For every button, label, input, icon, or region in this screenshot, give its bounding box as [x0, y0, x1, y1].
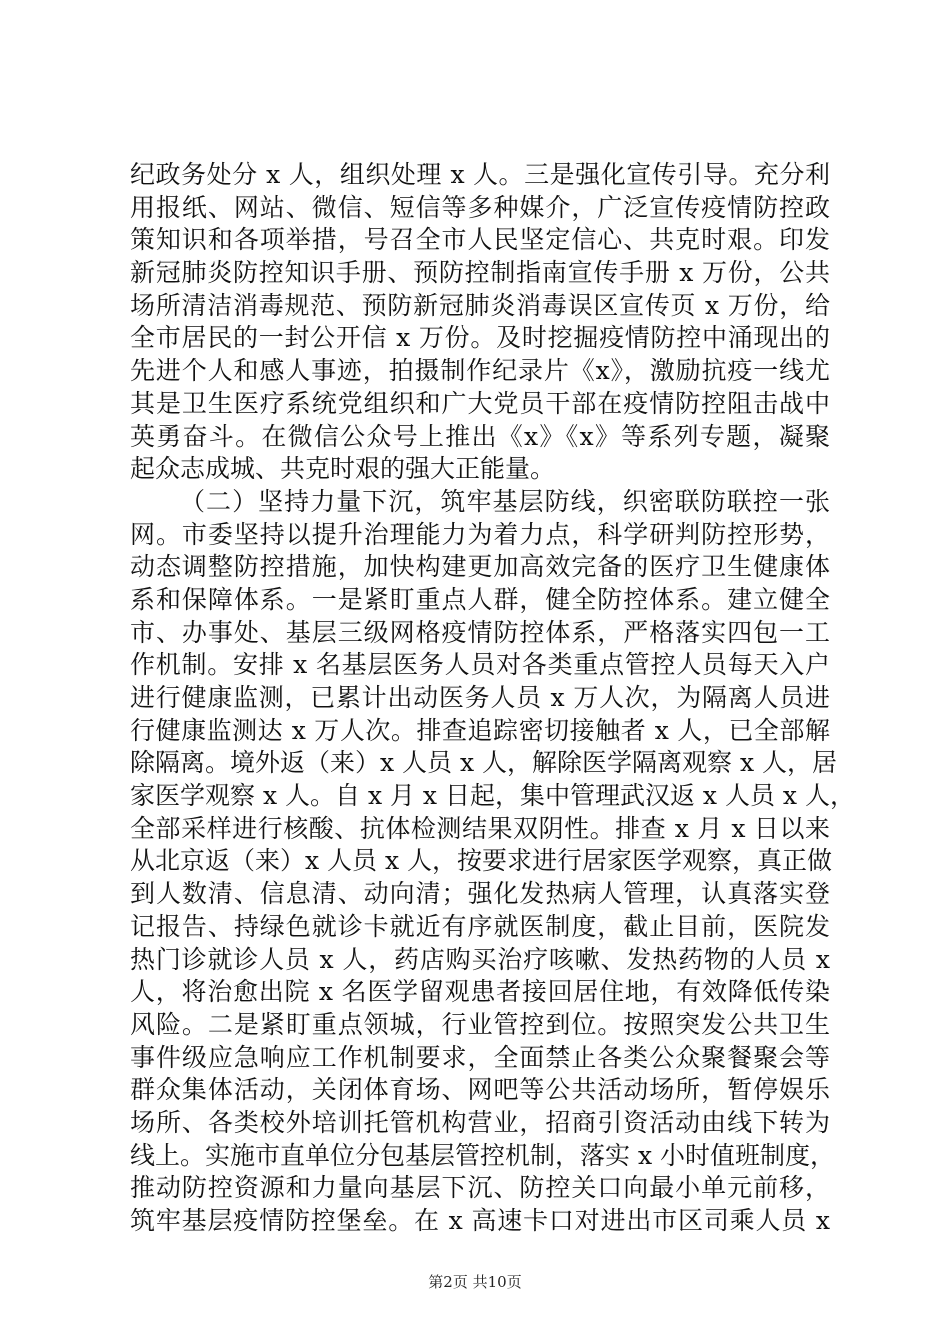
text-line: （二）坚持力量下沉，筑牢基层防线，织密联防联控一张 — [180, 486, 830, 516]
text-line: 网。市委坚持以提升治理能力为着力点，科学研判防控形势， — [130, 519, 830, 549]
text-line: 到人数清、信息清、动向清；强化发热病人管理，认真落实登 — [130, 879, 830, 909]
text-line: 英勇奋斗。在微信公众号上推出《x》《x》等系列专题，凝聚 — [130, 421, 830, 451]
text-line: 群众集体活动，关闭体育场、网吧等公共活动场所，暂停娱乐 — [130, 1075, 830, 1105]
text-line: 事件级应急响应工作机制要求，全面禁止各类公众聚餐聚会等 — [130, 1042, 830, 1072]
text-line: 用报纸、网站、微信、短信等多种媒介，广泛宣传疫情防控政 — [130, 192, 830, 222]
text-line: 场所、各类校外培训托管机构营业，招商引资活动由线下转为 — [130, 1107, 830, 1137]
text-line: 纪政务处分 x 人，组织处理 x 人。三是强化宣传引导。充分利 — [130, 160, 830, 189]
text-line: 进行健康监测，已累计出动医务人员 x 万人次，为隔离人员进 — [130, 683, 830, 712]
text-line: 其是卫生医疗系统党组织和广大党员干部在疫情防控阻击战中 — [130, 388, 830, 418]
text-line: 人，将治愈出院 x 名医学留观患者接回居住地，有效降低传染 — [130, 977, 830, 1007]
text-line: 全市居民的一封公开信 x 万份。及时挖掘疫情防控中涌现出的 — [130, 323, 830, 353]
text-line: 热门诊就诊人员 x 人，药店购买治疗咳嗽、发热药物的人员 x — [130, 944, 830, 974]
text-line: 全部采样进行核酸、抗体检测结果双阴性。排查 x 月 x 日以来 — [130, 813, 830, 843]
text-line: 线上。实施市直单位分包基层管控机制，落实 x 小时值班制度， — [130, 1140, 835, 1170]
text-line: 系和保障体系。一是紧盯重点人群，健全防控体系。建立健全 — [130, 584, 830, 614]
page-number-footer: 第2页 共10页 — [428, 1273, 522, 1291]
text-line: 作机制。安排 x 名基层医务人员对各类重点管控人员每天入户 — [130, 650, 830, 680]
text-line: 记报告、持绿色就诊卡就近有序就医制度，截止目前，医院发 — [130, 911, 830, 941]
body-text — [130, 159, 855, 1238]
text-line: 新冠肺炎防控知识手册、预防控制指南宣传手册 x 万份，公共 — [130, 258, 830, 288]
text-line: 从北京返（来）x 人员 x 人，按要求进行居家医学观察，真正做 — [130, 846, 833, 876]
text-line: 市、办事处、基层三级网格疫情防控体系，严格落实四包一工 — [130, 617, 830, 647]
text-line: 动态调整防控措施，加快构建更加高效完备的医疗卫生健康体 — [130, 552, 830, 582]
text-line: 行健康监测达 x 万人次。排查追踪密切接触者 x 人，已全部解 — [130, 715, 830, 745]
text-line: 筑牢基层疫情防控堡垒。在 x 高速卡口对进出市区司乘人员 x — [130, 1206, 830, 1235]
text-line: 先进个人和感人事迹，拍摄制作纪录片《x》，激励抗疫一线尤 — [130, 356, 830, 386]
text-line: 风险。二是紧盯重点领城，行业管控到位。按照突发公共卫生 — [130, 1009, 830, 1039]
text-line: 策知识和各项举措，号召全市人民坚定信心、共克时艰。印发 — [130, 225, 830, 255]
text-line: 除隔离。境外返（来）x 人员 x 人，解除医学隔离观察 x 人，居 — [130, 748, 838, 778]
text-line: 起众志成城、共克时艰的强大正能量。 — [130, 454, 556, 484]
text-line: 推动防控资源和力量向基层下沉、防控关口向最小单元前移， — [130, 1173, 830, 1203]
text-line: 场所清洁消毒规范、预防新冠肺炎消毒误区宣传页 x 万份，给 — [130, 290, 830, 320]
text-line: 家医学观察 x 人。自 x 月 x 日起，集中管理武汉返 x 人员 x 人， — [130, 781, 855, 811]
